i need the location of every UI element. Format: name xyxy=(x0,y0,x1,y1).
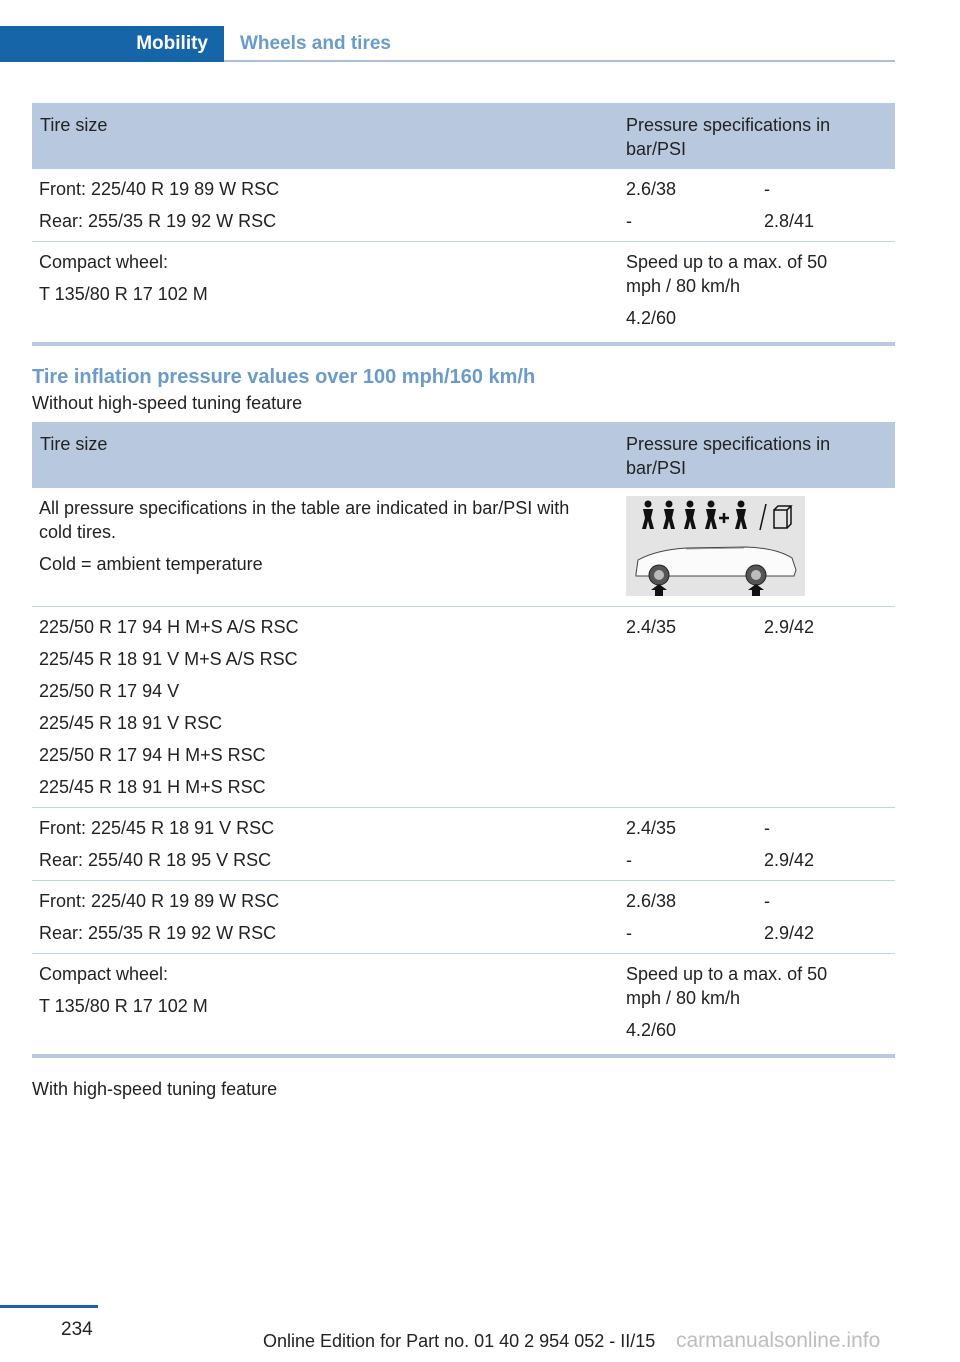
pressure-table-2 xyxy=(32,422,895,1058)
tire-size-line: 225/50 R 17 94 V xyxy=(39,681,180,701)
tire-size-line: T 135/80 R 17 102 M xyxy=(39,996,208,1016)
pressure-cell xyxy=(756,169,895,242)
tire-size-line: 225/45 R 18 91 V RSC xyxy=(39,713,223,733)
table-row xyxy=(32,808,895,881)
tire-size-cell xyxy=(32,169,618,242)
cold-definition: Cold = ambient temperature xyxy=(39,554,263,574)
header-divider xyxy=(224,60,895,62)
tire-size-line: Compact wheel: xyxy=(39,964,169,984)
section-subtitle: Without high-speed tuning feature xyxy=(32,393,303,413)
tire-size-line: Rear: 255/35 R 19 92 W RSC xyxy=(39,211,277,231)
chapter-tab: Mobility xyxy=(0,26,224,62)
table-row xyxy=(32,954,895,1057)
pressure-value: 4.2/60 xyxy=(626,308,677,328)
table-header-row xyxy=(32,422,895,488)
high-speed-feature-heading: With high-speed tuning feature xyxy=(32,1079,278,1099)
pressure-value: 2.6/38 xyxy=(626,179,677,199)
page-number: 234 xyxy=(61,1319,93,1340)
pressure-value: 2.8/41 xyxy=(764,211,815,231)
pressure-value: - xyxy=(626,850,632,870)
tire-size-line: Front: 225/40 R 19 89 W RSC xyxy=(39,179,280,199)
pressure-cell xyxy=(618,607,756,808)
pressure-cell xyxy=(756,607,895,808)
pressure-value: - xyxy=(626,923,632,943)
pressure-cell xyxy=(756,808,895,881)
tire-size-line: 225/45 R 18 91 V M+S A/S RSC xyxy=(39,649,298,669)
table-row xyxy=(32,169,895,242)
pressure-value: 2.9/42 xyxy=(764,923,815,943)
table-header-row xyxy=(32,103,895,169)
pressure-cell xyxy=(618,881,756,954)
pressure-value: 2.4/35 xyxy=(626,617,677,637)
tire-size-cell xyxy=(32,607,618,808)
pressure-value: 4.2/60 xyxy=(626,1020,677,1040)
tire-size-line: Front: 225/40 R 19 89 W RSC xyxy=(39,891,280,911)
pressure-value: - xyxy=(764,179,770,199)
column-header-pressure: Pressure specifications in bar/PSI xyxy=(618,422,895,488)
section-tab: Wheels and tires xyxy=(240,33,391,54)
tire-size-line: 225/45 R 18 91 H M+S RSC xyxy=(39,777,266,797)
pressure-cell xyxy=(618,808,756,881)
pressure-value: - xyxy=(764,891,770,911)
pressure-table-1 xyxy=(32,103,895,346)
table-row xyxy=(32,488,895,607)
compact-wheel-note-cell xyxy=(618,242,895,345)
speed-limit-note: Speed up to a max. of 50 mph / 80 km/h xyxy=(626,964,828,1008)
table-row xyxy=(32,242,895,345)
edition-note: Online Edition for Part no. 01 40 2 954 052 - II/15 xyxy=(263,1331,656,1351)
table-row xyxy=(32,607,895,808)
tire-size-cell xyxy=(32,242,618,345)
full-load-car-icon xyxy=(626,496,805,596)
column-header-tire-size: Tire size xyxy=(32,103,618,169)
column-header-tire-size: Tire size xyxy=(32,422,618,488)
pressure-value: 2.9/42 xyxy=(764,617,815,637)
load-figure-cell xyxy=(618,488,895,607)
intro-cell xyxy=(32,488,618,607)
pressure-cell xyxy=(618,169,756,242)
pressure-value: - xyxy=(626,211,632,231)
speed-limit-note: Speed up to a max. of 50 mph / 80 km/h xyxy=(626,252,828,296)
column-header-pressure: Pressure specifications in bar/PSI xyxy=(618,103,895,169)
cold-tire-note: All pressure specifications in the table are indicated in bar/PSI with cold tires. xyxy=(39,498,570,542)
tire-size-line: Rear: 255/35 R 19 92 W RSC xyxy=(39,923,277,943)
table-row xyxy=(32,881,895,954)
footer-accent-line xyxy=(0,1305,98,1308)
pressure-value: - xyxy=(764,818,770,838)
tire-size-line: 225/50 R 17 94 H M+S A/S RSC xyxy=(39,617,299,637)
pressure-value: 2.9/42 xyxy=(764,850,815,870)
tire-size-cell xyxy=(32,808,618,881)
tire-size-line: 225/50 R 17 94 H M+S RSC xyxy=(39,745,266,765)
tire-size-line: Compact wheel: xyxy=(39,252,169,272)
pressure-value: 2.4/35 xyxy=(626,818,677,838)
section-title: Tire inflation pressure values over 100 mph/160 km/h xyxy=(32,366,536,388)
pressure-cell xyxy=(756,881,895,954)
tire-size-line: Rear: 255/40 R 18 95 V RSC xyxy=(39,850,272,870)
tire-size-cell xyxy=(32,881,618,954)
watermark: carmanualsonline.info xyxy=(676,1329,881,1352)
compact-wheel-note-cell xyxy=(618,954,895,1057)
tire-size-cell xyxy=(32,954,618,1057)
page-header xyxy=(0,0,960,62)
tire-size-line: T 135/80 R 17 102 M xyxy=(39,284,208,304)
pressure-value: 2.6/38 xyxy=(626,891,677,911)
tire-size-line: Front: 225/45 R 18 91 V RSC xyxy=(39,818,275,838)
